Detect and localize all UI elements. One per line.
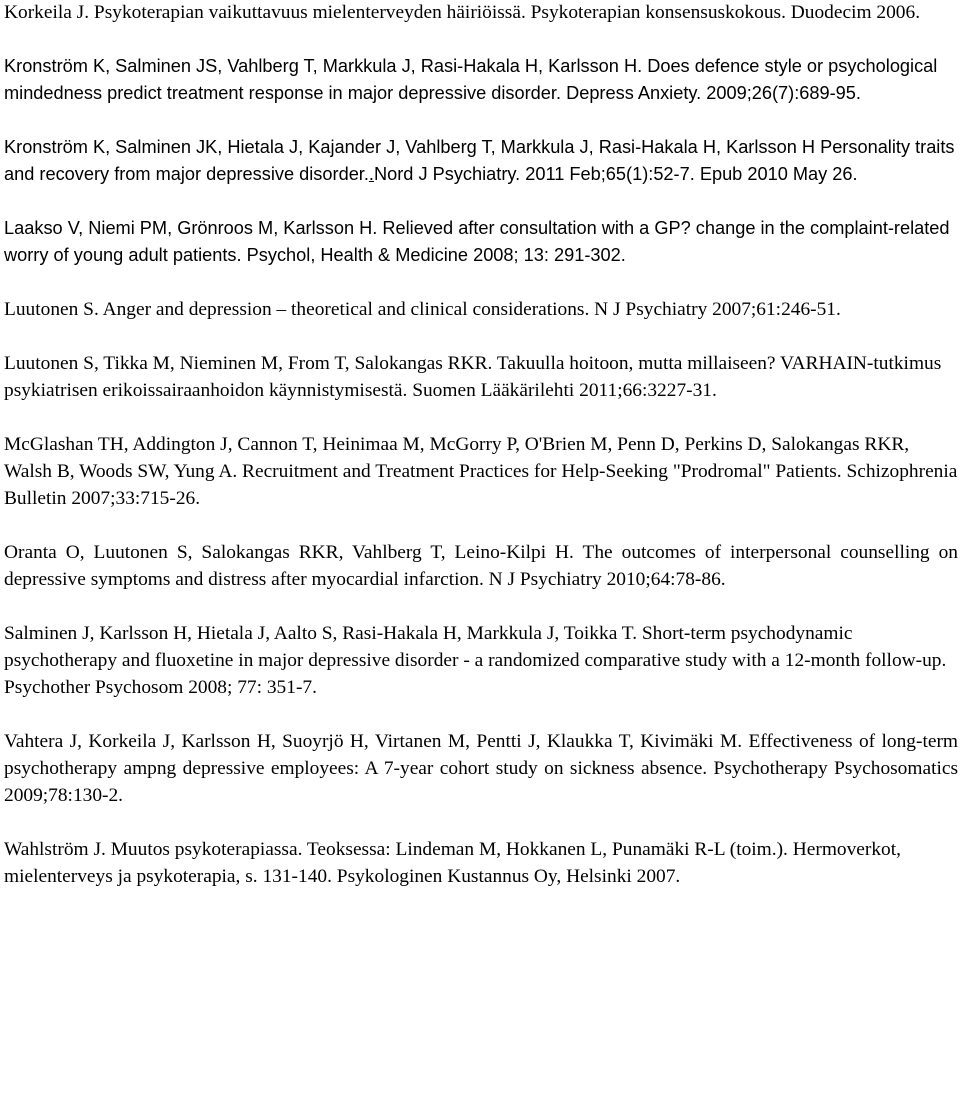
reference-item <box>4 134 958 188</box>
reference-item: Wahlström J. Muutos psykoterapiassa. Teoksessa: Lindeman M, Hokkanen L, Punamäki R-L (toim.). Hermoverkot, mielenterveys ja psykoterapia, s. 131-140. Psykologinen Kustannus Oy, Helsinki 2007. <box>4 839 901 887</box>
reference-item: Korkeila J. Psykoterapian vaikuttavuus mielenterveyden häiriöissä. Psykoterapian konsensuskokous. Duodecim 2006. <box>4 2 921 23</box>
reference-item: Salminen J, Karlsson H, Hietala J, Aalto S, Rasi-Hakala H, Markkula J, Toikka T. Short-term psychodynamic psychotherapy and fluoxetine in major depressive disorder - a randomized comparative study with a 12-month follow-up. Psychother Psychosom 2008; 77: 351-7. <box>4 623 947 698</box>
reference-item: Luutonen S, Tikka M, Nieminen M, From T, Salokangas RKR. Takuulla hoitoon, mutta millaiseen? VARHAIN-tutkimus psykiatrisen erikoissairaanhoidon käynnistymisestä. Suomen Lääkärilehti 2011;66:3227-31. <box>4 353 942 401</box>
reference-item: Laakso V, Niemi PM, Grönroos M, Karlsson H. Relieved after consultation with a GP? change in the complaint-related worry of young adult patients. Psychol, Health & Medicine 2008; 13: 291-302. <box>4 218 950 265</box>
reference-text: Nord J Psychiatry. 2011 Feb;65(1):52-7. Epub 2010 May 26. <box>373 164 858 184</box>
reference-item: Oranta O, Luutonen S, Salokangas RKR, Vahlberg T, Leino-Kilpi H. The outcomes of interpersonal counselling on depressive symptoms and distress after myocardial infarction. N J Psychiatry 2010;64:78-86. <box>4 542 958 590</box>
reference-item: McGlashan TH, Addington J, Cannon T, Heinimaa M, McGorry P, O'Brien M, Penn D, Perkins D, Salokangas RKR, Walsh B, Woods SW, Yung A. Recruitment and Treatment Practices for Help-Seeking "Prodromal" Patients. Schizophrenia Bulletin 2007;33:715-26. <box>4 434 958 509</box>
reference-text: Kronström K, Salminen JK, Hietala J, Kajander J, Vahlberg T, Markkula J, Rasi-Hakala H, Karlsson H Personality traits and recovery from major depressive disorder. <box>4 137 955 184</box>
reference-item: Kronström K, Salminen JS, Vahlberg T, Markkula J, Rasi-Hakala H, Karlsson H. Does defence style or psychological mindedness predict treatment response in major depressive disorder. Depress Anxiety. 2009;26(7):689-95. <box>4 56 938 103</box>
reference-link[interactable]: . <box>368 164 374 184</box>
reference-item: Luutonen S. Anger and depression – theoretical and clinical considerations. N J Psychiatry 2007;61:246-51. <box>4 299 841 320</box>
reference-item: Vahtera J, Korkeila J, Karlsson H, Suoyrjö H, Virtanen M, Pentti J, Klaukka T, Kivimäki M. Effectiveness of long-term psychotherapy ampng depressive employees: A 7-year cohort study on sickness absence. Psychotherapy Psychosomatics 2009;78:130-2. <box>4 731 958 806</box>
